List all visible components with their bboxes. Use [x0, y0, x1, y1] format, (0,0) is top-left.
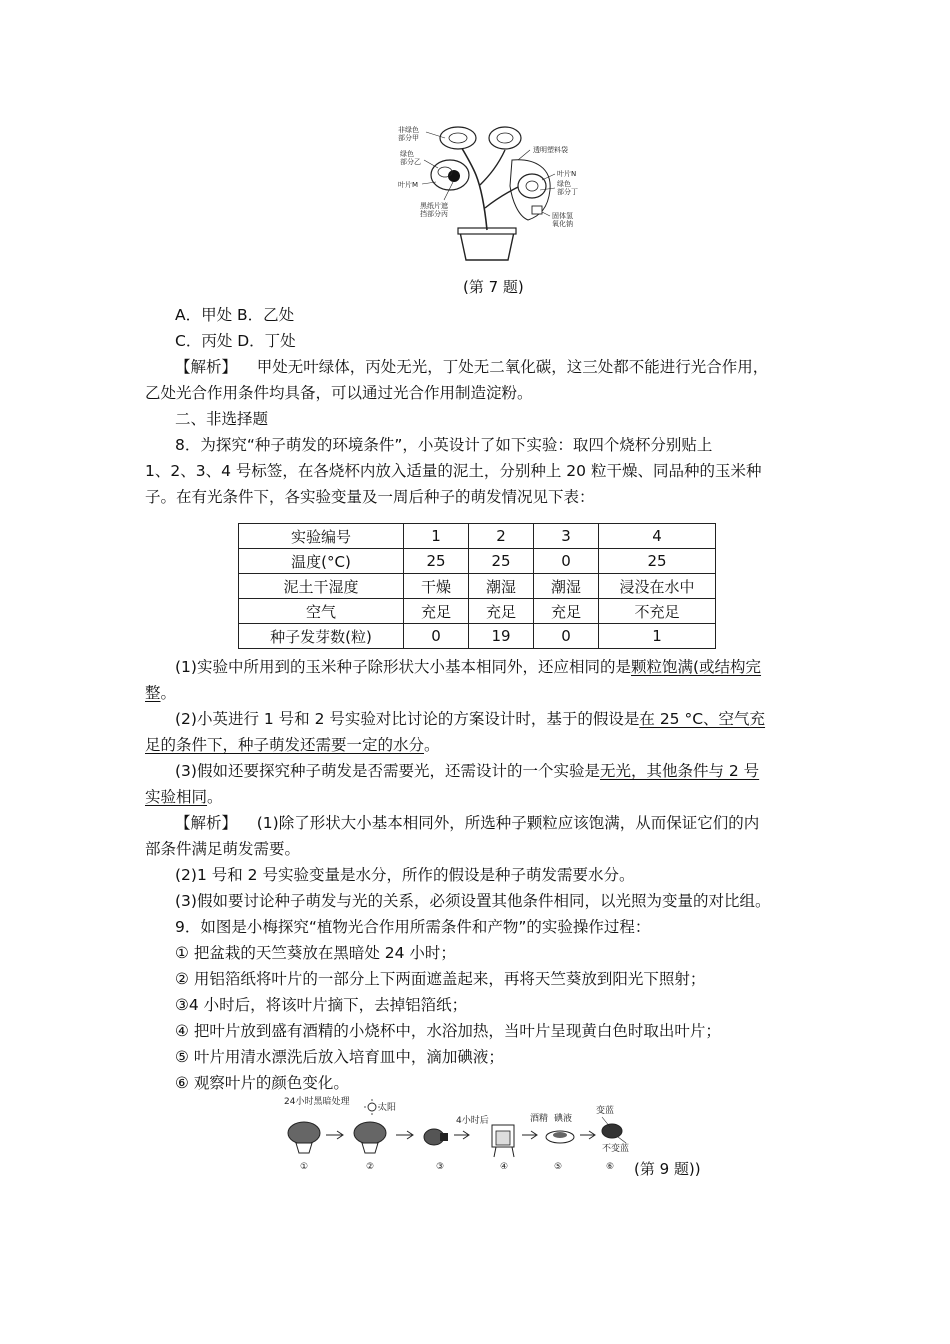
q8-part2-text: (2)小英进行 1 号和 2 号实验对比讨论的方案设计时，基于的假设是 [175, 710, 640, 728]
table-cell: 2 [469, 524, 534, 549]
q8-part1-answer-b: 整 [145, 684, 161, 702]
q8-analysis-line-1 [175, 810, 759, 836]
label-leaf-n: 叶片N [557, 170, 577, 178]
table-cell: 0 [404, 624, 469, 649]
q7-analysis-text-1: 甲处无叶绿体，丙处无光，丁处无二氧化碳，这三处都不能进行光合作用， [256, 358, 769, 376]
q8-part3-answer-b: 实验相同 [145, 788, 208, 806]
q8-analysis-1b: 部条件满足萌发需要。 [145, 840, 301, 858]
table-row [239, 574, 716, 599]
experiment-table [238, 523, 716, 649]
section-heading: 二、非选择题 [175, 410, 269, 428]
analysis-tag: 【解析】 [175, 358, 238, 376]
q9-stem: 9．如图是小梅探究“植物光合作用所需条件和产物”的实验操作过程： [175, 918, 651, 936]
sun-icon [368, 1103, 376, 1111]
table-cell: 19 [469, 624, 534, 649]
q9-step-2: ② 用铝箔纸将叶片的一部分上下两面遮盖起来，再将天竺葵放到阳光下照射； [175, 970, 706, 988]
iodine-label: 碘液 [554, 1114, 573, 1124]
q8-analysis-3: (3)假如要讨论种子萌发与光的关系，必须设置其他条件相同，以光照为变量的对比组。 [175, 892, 771, 910]
table-cell: 干燥 [404, 574, 469, 599]
table-cell: 0 [534, 549, 599, 574]
figure-9-caption: (第 9 题)) [634, 1160, 701, 1178]
q8-part3-text: (3)假如还要探究种子萌发是否需要光，还需设计的一个实验是 [175, 762, 600, 780]
q8-stem-3: 子。在有光条件下，各实验变量及一周后种子的萌发情况见下表： [145, 488, 595, 506]
label-green-yi-2: 部分乙 [400, 158, 421, 166]
table-row [239, 599, 716, 624]
alcohol-label: 酒精 [530, 1114, 549, 1124]
table-cell: 25 [599, 549, 716, 574]
analysis-tag: 【解析】 [175, 814, 238, 832]
q8-stem-2: 1、2、3、4 号标签，在各烧杯内放入适量的泥土，分别种上 20 粒干燥、同品种的玉米种 [145, 462, 762, 480]
figure-7-caption: (第 7 题) [463, 278, 524, 296]
table-cell: 1 [404, 524, 469, 549]
table-cell: 充足 [469, 599, 534, 624]
four-hours-label: 4小时后 [456, 1116, 489, 1126]
q8-part2-answer-a: 在 25 °C、空气充 [639, 710, 766, 728]
table-cell: 泥土干湿度 [239, 574, 404, 599]
table-cell: 不充足 [599, 599, 716, 624]
table-cell: 潮湿 [534, 574, 599, 599]
turns-blue-label: 变蓝 [596, 1106, 615, 1116]
q9-step-6: ⑥ 观察叶片的颜色变化。 [175, 1074, 349, 1092]
table-cell: 空气 [239, 599, 404, 624]
q8-part1-line-1 [175, 654, 761, 680]
table-row [239, 624, 716, 649]
q9-step-4: ④ 把叶片放到盛有酒精的小烧杯中，水浴加热，当叶片呈现黄白色时取出叶片； [175, 1022, 721, 1040]
label-green-ding-1: 绿色 [557, 180, 571, 188]
plant-experiment-figure [390, 120, 590, 265]
q8-part2-answer-b: 足的条件下，种子萌发还需要一定的水分 [145, 736, 425, 754]
table-cell: 3 [534, 524, 599, 549]
label-blackpaper-bing-2: 挡部分丙 [420, 210, 448, 218]
q8-part3-end: 。 [207, 788, 223, 806]
dark-treatment-label: 24小时黑暗处理 [284, 1097, 350, 1107]
q8-part3-line-2 [145, 784, 223, 810]
table-cell: 25 [404, 549, 469, 574]
table-cell: 潮湿 [469, 574, 534, 599]
q8-analysis-2: (2)1 号和 2 号实验变量是水分，所作的假设是种子萌发需要水分。 [175, 866, 635, 884]
table-cell: 温度(°C) [239, 549, 404, 574]
sun-label: 太阳 [378, 1103, 397, 1113]
table-row [239, 549, 716, 574]
q8-part1-line-2 [145, 680, 176, 706]
label-blackpaper-bing-1: 黑纸片遮 [420, 202, 448, 210]
table-cell: 浸没在水中 [599, 574, 716, 599]
q8-part2-line-1 [175, 706, 765, 732]
step-number: ① [300, 1162, 309, 1172]
label-leaf-m: 叶片M [398, 181, 419, 189]
table-cell: 0 [534, 624, 599, 649]
q8-part1-answer-a: 颗粒饱满(或结构完 [630, 658, 762, 676]
q8-analysis-1a: (1)除了形状大小基本相同外，所选种子颗粒应该饱满，从而保证它们的内 [256, 814, 760, 832]
table-cell: 25 [469, 549, 534, 574]
q8-part1-text: (1)实验中所用到的玉米种子除形状大小基本相同外，还应相同的是 [175, 658, 631, 676]
label-naoh-1: 固体氢 [552, 212, 573, 220]
table-cell: 1 [599, 624, 716, 649]
label-nongreen-jia-2: 部分甲 [398, 134, 419, 142]
q7-options-ab: A．甲处 B．乙处 [175, 306, 295, 324]
table-row [239, 524, 716, 549]
q7-options-cd: C．丙处 D．丁处 [175, 332, 296, 350]
q9-step-3: ③4 小时后，将该叶片摘下，去掉铝箔纸； [175, 996, 468, 1014]
q8-part3-answer-a: 无光，其他条件与 2 号 [599, 762, 760, 780]
table-cell: 4 [599, 524, 716, 549]
process-figure [282, 1095, 672, 1175]
q8-part2-end: 。 [424, 736, 440, 754]
label-plastic-bag: 透明塑料袋 [533, 146, 568, 154]
q8-part2-line-2 [145, 732, 440, 758]
q8-part3-line-1 [175, 758, 759, 784]
step-number: ② [366, 1162, 375, 1172]
step-number: ⑤ [554, 1162, 563, 1172]
step-number: ③ [436, 1162, 445, 1172]
table-cell: 充足 [404, 599, 469, 624]
q8-part1-end: 。 [160, 684, 177, 702]
step-number: ⑥ [606, 1162, 615, 1172]
label-green-ding-2: 部分丁 [557, 188, 578, 196]
label-green-yi-1: 绿色 [400, 150, 414, 158]
label-nongreen-jia-1: 非绿色 [398, 126, 419, 134]
q8-stem-1: 8．为探究“种子萌发的环境条件”，小英设计了如下实验：取四个烧杯分别贴上 [175, 436, 713, 454]
step-number: ④ [500, 1162, 509, 1172]
q9-step-5: ⑤ 叶片用清水漂洗后放入培育皿中，滴加碘液； [175, 1048, 504, 1066]
table-cell: 种子发芽数(粒) [239, 624, 404, 649]
label-naoh-2: 氧化钠 [552, 220, 573, 228]
not-blue-label: 不变蓝 [602, 1144, 630, 1154]
table-cell: 充足 [534, 599, 599, 624]
q7-analysis-line-1 [175, 354, 768, 380]
q7-analysis-line-2: 乙处光合作用条件均具备，可以通过光合作用制造淀粉。 [145, 384, 533, 402]
table-cell: 实验编号 [239, 524, 404, 549]
q9-step-1: ① 把盆栽的天竺葵放在黑暗处 24 小时； [175, 944, 456, 962]
